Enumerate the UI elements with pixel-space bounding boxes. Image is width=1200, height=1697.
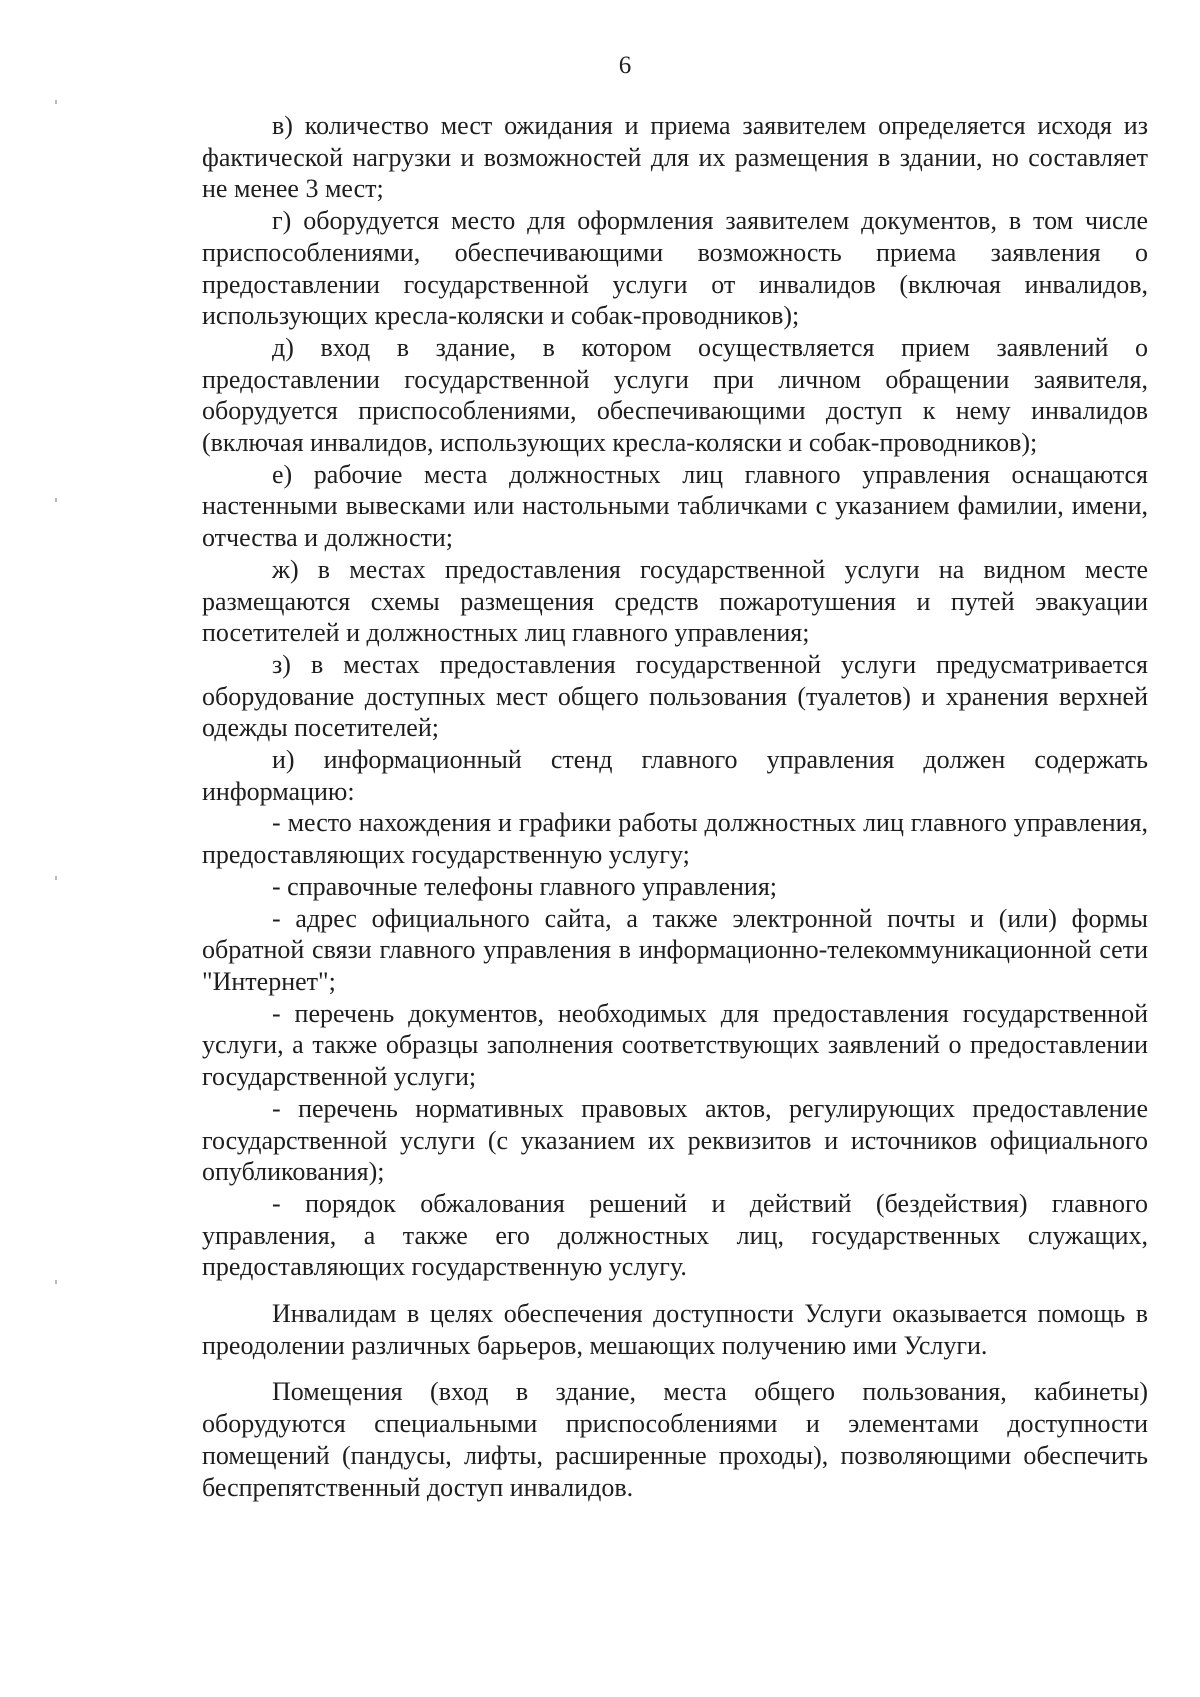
document-body (202, 110, 1148, 1503)
list-item-documents: - перечень документов, необходимых для предоставления государственной услуги, а также образцы заполнения соответствующих заявлений о предоставлении государственной услуги; (202, 998, 1148, 1092)
list-item-phones: - справочные телефоны главного управления; (272, 871, 778, 901)
paragraph-item-i: и) информационный стенд главного управления должен содержать информацию: (202, 745, 1148, 806)
scan-mark (55, 100, 57, 104)
page-number: 6 (618, 52, 632, 79)
paragraph-premises-accessibility: Помещения (вход в здание, места общего пользования, кабинеты) оборудуются специальными приспособлениями и элементами доступности помещений (пандусы, лифты, расширенные проходы), позволяющими обеспечить беспрепятственный доступ инвалидов. (202, 1377, 1148, 1502)
scan-mark (55, 876, 57, 880)
paragraph-disabled-assistance: Инвалидам в целях обеспечения доступности Услуги оказывается помощь в преодолении различных барьеров, мешающих получению ими Услуги. (202, 1299, 1148, 1360)
paragraph-item-z: з) в местах предоставления государственной услуги предусматривается оборудование доступных мест общего пользования (туалетов) и хранения верхней одежды посетителей; (202, 649, 1148, 743)
paragraph-item-g: г) оборудуется место для оформления заявителем документов, в том числе приспособлениями, обеспечивающими возможность приема заявления о предоставлении государственной услуги от инвалидов (включая инвалидов, использующих кресла-коляски и собак-проводников); (202, 206, 1148, 331)
paragraph-item-v: в) количество мест ожидания и приема заявителем определяется исходя из фактической нагрузки и возможностей для их размещения в здании, но составляет не менее 3 мест; (202, 111, 1148, 204)
paragraph-item-d: д) вход в здание, в котором осуществляется прием заявлений о предоставлении государственной услуги при личном обращении заявителя, оборудуется приспособлениями, обеспечивающими доступ к нему инвалидов (включая инвалидов, использующих кресла-коляски и собак-проводников); (202, 332, 1148, 458)
list-item-location: - место нахождения и графики работы должностных лиц главного управления, предоставляющих государственную услугу; (202, 808, 1148, 870)
scan-mark (55, 1280, 57, 1284)
list-item-legal-acts: - перечень нормативных правовых актов, регулирующих предоставление государственной услуги (с указанием их реквизитов и источников официального опубликования); (202, 1093, 1148, 1187)
paragraph-item-zh: ж) в местах предоставления государственной услуги на видном месте размещаются схемы размещения средств пожаротушения и путей эвакуации посетителей и должностных лиц главного управления; (202, 554, 1148, 648)
list-item-appeal-procedure: - порядок обжалования решений и действий (бездействия) главного управления, а также его должностных лиц, государственных служащих, предоставляющих государственную услугу. (202, 1188, 1148, 1282)
paragraph-item-e: е) рабочие места должностных лиц главного управления оснащаются настенными вывесками или настольными табличками с указанием фамилии, имени, отчества и должности; (202, 459, 1148, 553)
scan-mark (55, 498, 57, 502)
list-item-website: - адрес официального сайта, а также электронной почты и (или) формы обратной связи главного управления в информационно-телекоммуникационной сети "Интернет"; (202, 903, 1148, 996)
